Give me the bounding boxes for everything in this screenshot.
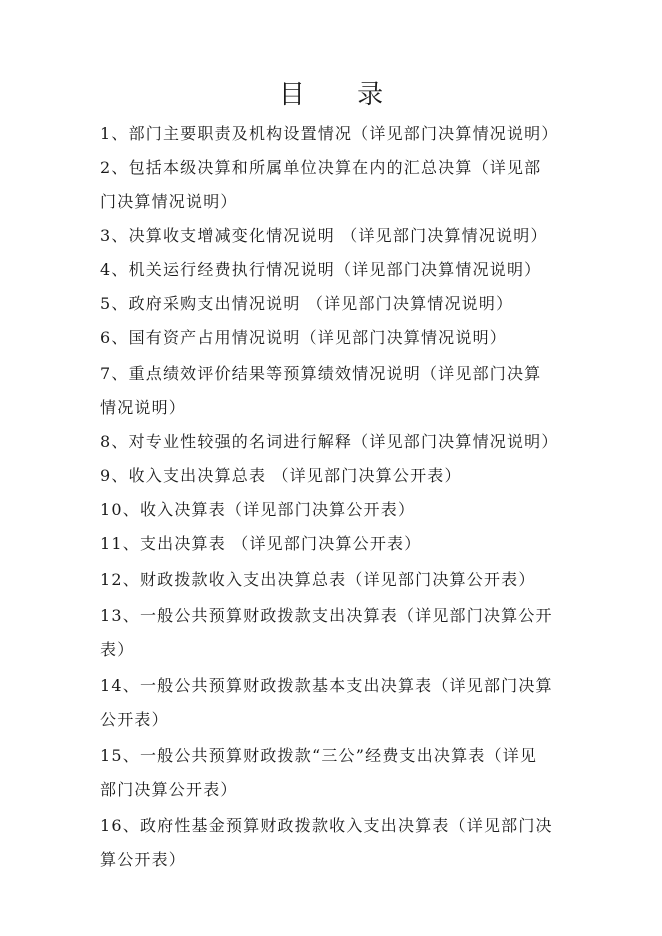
toc-line: 算公开表） (100, 850, 187, 869)
toc-line: 13、一般公共预算财政拨款支出决算表（详见部门决算公开 (100, 606, 553, 625)
toc-line: 4、机关运行经费执行情况说明（详见部门决算情况说明） (100, 260, 542, 279)
toc-line: 门决算情况说明） (100, 192, 238, 211)
toc-line: 公开表） (100, 710, 169, 729)
toc-line: 情况说明） (100, 398, 187, 417)
toc-line: 14、一般公共预算财政拨款基本支出决算表（详见部门决算 (100, 676, 553, 695)
toc-line: 15、一般公共预算财政拨款“三公”经费支出决算表（详见 (100, 746, 538, 765)
toc-line: 9、收入支出决算总表 （详见部门决算公开表） (100, 466, 462, 485)
toc-line: 1、部门主要职责及机构设置情况（详见部门决算情况说明） (100, 124, 559, 143)
toc-line: 部门决算公开表） (100, 780, 238, 799)
toc-line: 12、财政拨款收入支出决算总表（详见部门决算公开表） (100, 570, 536, 589)
toc-line: 3、决算收支增减变化情况说明 （详见部门决算情况说明） (100, 226, 548, 245)
toc-line: 10、收入决算表（详见部门决算公开表） (100, 500, 416, 519)
toc-line: 2、包括本级决算和所属单位决算在内的汇总决算（详见部 (100, 158, 542, 177)
toc-line: 11、支出决算表 （详见部门决算公开表） (100, 534, 422, 553)
toc-line: 6、国有资产占用情况说明（详见部门决算情况说明） (100, 328, 507, 347)
toc-line: 5、政府采购支出情况说明 （详见部门决算情况说明） (100, 294, 514, 313)
toc-line: 表） (100, 640, 135, 659)
page-title: 目 录 (278, 80, 406, 110)
toc-line: 7、重点绩效评价结果等预算绩效情况说明（详见部门决算 (100, 364, 542, 383)
toc-line: 8、对专业性较强的名词进行解释（详见部门决算情况说明） (100, 432, 559, 451)
toc-line: 16、政府性基金预算财政拨款收入支出决算表（详见部门决 (100, 816, 553, 835)
